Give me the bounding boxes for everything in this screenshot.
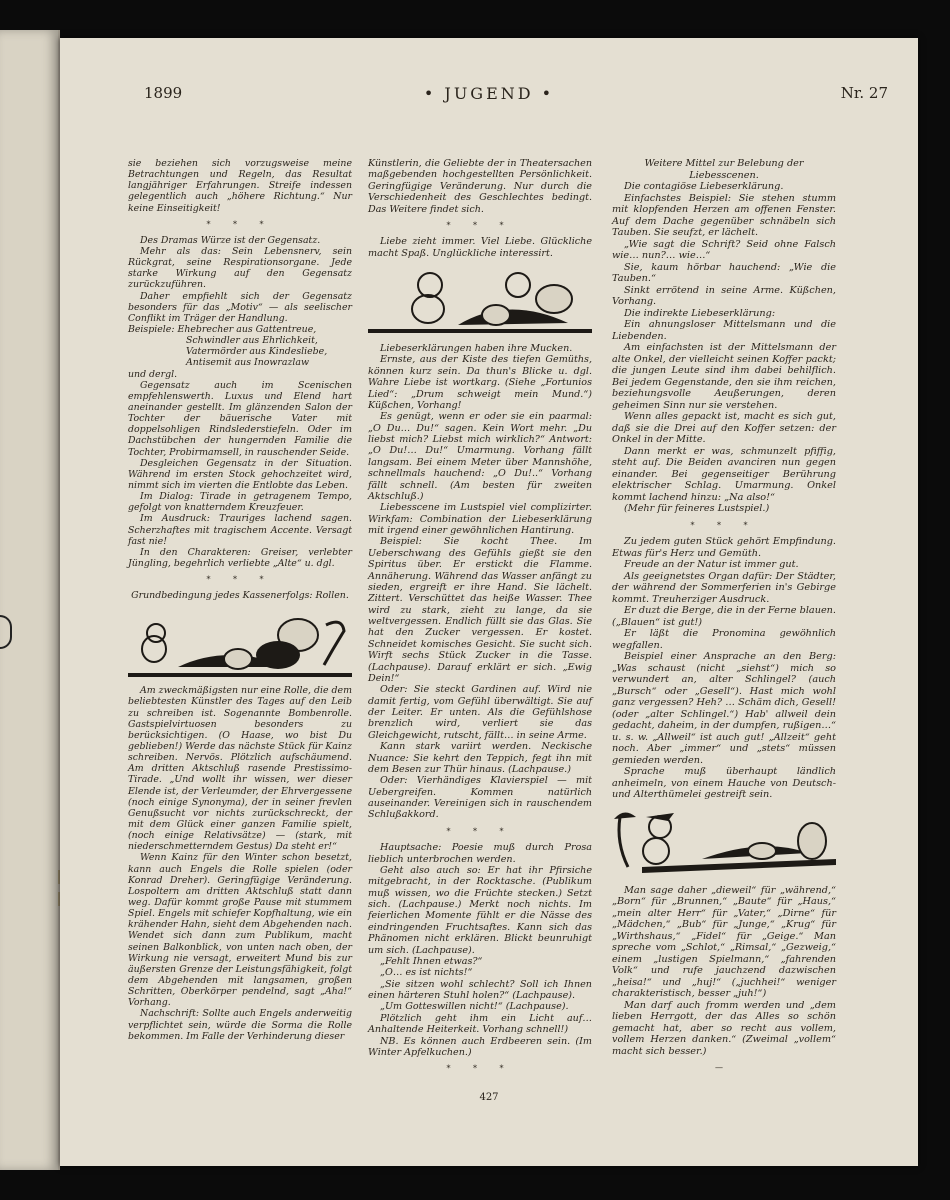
paragraph: „Fehlt Ihnen etwas?“	[380, 955, 483, 967]
paragraph: Des Dramas Würze ist der Gegensatz.	[140, 234, 321, 246]
paragraph: Im Ausdruck: Trauriges lachend sagen. Scherzhaftes mit tragischem Accente. Versagt fast nie!	[128, 513, 352, 547]
illustration-cat-with-fruit	[128, 607, 352, 679]
paragraph: Am zweckmäßigsten nur eine Rolle, die dem beliebtesten Künstler des Tages auf den Leib zu schreiben ist. Sogenannte Bombenrolle. Gastspielvirtuosen besonders zu berücksichtigen. (O Haase, wo bist Du geblieben!) Werde das nächste Stück für Kainz schreiben. Nervös. Plötzlich aufschäumend. Am dritten Aktschluß rasende Prestissimo-Tirade. „Und wollt ihr wissen, wer dieser Elende ist, der Verleumder, der Ehrvergessene (noch einige Synonyma), der in seiner frevlen Genußsucht vor nichts zurückschreckt, der mit dem Glück einer ganzen Familie spielt, (noch einige Relativsätze) — (stark, mit niederschmetterndem Gestus) Da steht er!“	[128, 685, 352, 853]
paragraph: Zu jedem guten Stück gehört Empfindung. Etwas für's Herz und Gemüth.	[612, 536, 836, 559]
separator-stars: * * *	[446, 220, 514, 230]
left-facing-page	[0, 30, 60, 1170]
separator-stars: * * *	[206, 575, 274, 585]
paragraph: Kann stark variirt werden. Neckische Nuance: Sie kehrt den Teppich, fegt ihn mit dem Besen zur Thür hinaus. (Lachpause.)	[368, 741, 592, 775]
paragraph: Liebesscene im Lustspiel viel complizirter. Wirkfam: Combination der Liebeserklärung mit irgend einer gewöhnlichen Hantirung.	[368, 502, 592, 536]
example-line: Vatermörder aus Kindesliebe,	[186, 346, 328, 358]
paragraph: Oder: Vierhändiges Klavierspiel — mit Uebergreifen. Kommen natürlich auseinander. Vereinigen sich in rauschendem Schlußakkord.	[368, 775, 592, 821]
paragraph: Weitere Mittel zur Belebung der Liebesscenen.	[644, 158, 804, 181]
paragraph: Liebeserklärungen haben ihre Mucken.	[380, 343, 573, 354]
paragraph: Daher empfiehlt sich der Gegensatz besonders für das „Motiv“ — als seelischer Conflikt im Träger der Handlung.	[128, 290, 352, 324]
separator-stars: * * *	[206, 219, 274, 229]
left-page-mark	[0, 615, 12, 649]
paragraph: Desgleichen Gegensatz in der Situation. Während im ersten Stock gehochzeitet wird, nimmt sich im vierten die Entlobte das Leben.	[128, 457, 352, 491]
header-issue: Nr. 27	[840, 84, 888, 102]
paragraph: Plötzlich geht ihm ein Licht auf… Anhaltende Heiterkeit. Vorhang schnell!)	[368, 1012, 592, 1036]
separator-stars: * * *	[446, 1064, 514, 1074]
paragraph: „Sie sitzen wohl schlecht? Soll ich Ihnen einen härteren Stuhl holen?“ (Lachpause).	[368, 978, 592, 1001]
paragraph: Hauptsache: Poesie muß durch Prosa lieblich unterbrochen werden.	[368, 842, 592, 865]
column-2	[368, 158, 592, 1080]
illustration-cat-and-cherub	[368, 265, 592, 337]
example-line: und dergl.	[128, 368, 178, 380]
illustration-figure-with-umbrella	[612, 807, 836, 879]
paragraph: Man sage daher „dieweil“ für „während,“ „Born“ für „Brunnen,“ „Baute“ für „Haus,“ „mein alter Herr“ für „Vater,“ „Dirne“ für „Mädchen,“ „Bub“ für „Junge,“ „Krug“ für „Wirthshaus,“ „Fidel“ für „Geige.“ Man spreche vom „Schlot,“ „Rimsal,“ „Gezweig,“ einem „lustigen Spielmann,“ „fahrenden Volk“ und rufe jauchzend dazwischen „heisa!“ und „huj!“ („juchhei!“ weniger charakteristisch, besser „juh!“)	[612, 884, 836, 999]
paragraph: Die contagiöse Liebeserklärung.	[624, 181, 784, 192]
column-1	[128, 158, 352, 1042]
page-header	[60, 84, 918, 114]
paragraph: Ernste, aus der Kiste des tiefen Gemüths, können kurz sein. Da thun's Blicke u. dgl. Wahre Liebe ist wortkarg. (Siehe „Fortunios Lied“: „Drum schweigt mein Mund.“) Küßchen, Vorhang!	[368, 354, 592, 411]
paragraph: Beispiel einer Ansprache an den Berg: „Was schaust (nicht „siehst“) mich so verwundert an, alter Schlingel? (auch „Bursch“ oder „Gesell“). Hast mich wohl ganz vergessen? Heh? … Schäm dich, Gesell! (oder „alter Schlingel.“) Hab' allweil dein gedacht, daheim, in der dumpfen, rußigen…“ u. s. w. „Allweil“ ist auch gut! „Allzeit“ geht noch. Aber „immer“ und „stets“ müssen gemieden werden.	[612, 651, 836, 766]
paragraph: Ein ahnungsloser Mittelsmann und die Liebenden.	[612, 319, 836, 342]
column-3	[612, 158, 836, 1079]
paragraph: Oder: Sie steckt Gardinen auf. Wird nie damit fertig, vom Gefühl überwältigt. Sie auf der Leiter. Er unten. Als die Gefühlshose brenzlich wird, verliert sie das Gleichgewicht, rutscht, fällt… in seine Arme.	[368, 684, 592, 741]
paragraph: „Wie sagt die Schrift? Seid ohne Falsch wie… nun?… wie…“	[612, 238, 836, 261]
separator-stars: * * *	[690, 520, 758, 530]
paragraph: Freude an der Natur ist immer gut.	[624, 559, 799, 570]
paragraph: Sprache muß überhaupt ländlich anheimeln, von einem Hauche von Deutsch- und Alterthümelei gestreift sein.	[612, 766, 836, 800]
paragraph: Einfachstes Beispiel: Sie stehen stumm mit klopfenden Herzen am offenen Fenster. Auf dem Dache gegenüber schnäbeln sich Tauben. Sie seufzt, er lächelt.	[612, 192, 836, 238]
example-line: Beispiele: Ehebrecher aus Gattentreue,	[128, 323, 317, 335]
paragraph: Mehr als das: Sein Lebensnerv, sein Rückgrat, seine Respirationsorgane. Jede starke Wirkung auf den Gegensatz zurückzuführen.	[128, 245, 352, 291]
paragraph: Es genügt, wenn er oder sie ein paarmal: „O Du… Du!“ sagen. Kein Wort mehr. „Du liebst mich? Liebst mich wirklich?“ Antwort: „O Du!… Du!“ Umarmung. Vorhang fällt langsam. Bei einem Meter über Mannshöhe, schnellmals hauchend: „O Du!..“ Vorhang fällt schnell. (Am besten für zweiten Aktschluß.)	[368, 411, 592, 502]
separator-stars: * * *	[446, 826, 514, 836]
paragraph: Er läßt die Pronomina gewöhnlich wegfallen.	[612, 628, 836, 651]
paragraph: Liebe zieht immer. Viel Liebe. Glückliche macht Spaß. Unglückliche interessirt.	[368, 236, 592, 259]
paragraph: Sie, kaum hörbar hauchend: „Wie die Tauben.“	[612, 261, 836, 284]
page-number: 427	[479, 1092, 499, 1103]
paragraph: Gegensatz auch im Scenischen empfehlenswerth. Luxus und Elend hart aneinander gestellt. Im glänzenden Salon der Tochter der bäuerische Vater mit doppelsohligen Rindslederstiefeln. Oder im Dachstübchen der hungernden Familie die Tochter, Probirmamsell, in rauschender Seide.	[128, 379, 352, 458]
paragraph: sie beziehen sich vorzugsweise meine Betrachtungen und Regeln, das Resultat langjähriger Erfahrungen. Streife indessen gelegentlich auch „höhere Richtung.“ Nur keine Einseitigkeit!	[128, 158, 352, 214]
paragraph: (Mehr für feineres Lustspiel.)	[624, 503, 770, 514]
paragraph: Sinkt errötend in seine Arme. Küßchen, Vorhang.	[612, 284, 836, 307]
example-line: Schwindler aus Ehrlichkeit,	[186, 335, 318, 347]
paragraph: Grundbedingung jedes Kassenerfolgs: Rollen.	[131, 590, 349, 602]
paragraph: Dann merkt er was, schmunzelt pfiffig, steht auf. Die Beiden avanciren nun gegen einander. Bei gegenseitiger Berührung elektrischer Schlag. Umarmung. Onkel kommt lachend hinzu: „Na also!“	[612, 445, 836, 503]
paragraph: Als geeignetstes Organ dafür: Der Städter, der während der Sommerferien in's Gebirge kommt. Treuherziger Ausdruck.	[612, 570, 836, 605]
paragraph: Geht also auch so: Er hat ihr Pfirsiche mitgebracht, in der Rocktasche. (Publikum muß wissen, wo die Früchte stecken.) Setzt sich. (Lachpause.) Merkt noch nichts. Im feierlichen Momente fühlt er die Nässe des eindringenden Fruchtsaftes. Kann sich das Phänomen nicht erklären. Blickt beunruhigt um sich. (Lachpause).	[368, 864, 592, 956]
paragraph: Wenn alles gepackt ist, macht es sich gut, daß sie die Drei auf den Koffer setzen: der Onkel in der Mitte.	[612, 411, 836, 445]
paragraph: „O… es ist nichts!“	[380, 967, 473, 979]
paragraph: Nachschrift: Sollte auch Engels anderweitig verpflichtet sein, würde die Sorma die Rolle bekommen. Im Falle der Verhinderung dieser	[128, 1008, 352, 1042]
separator-dash: —	[715, 1063, 733, 1072]
paragraph: Wenn Kainz für den Winter schon besetzt, kann auch Engels die Rolle spielen (oder Konrad Dreher). Geringfügige Veränderung. Lospoltern am dritten Aktschluß statt dann weg. Dafür kommt große Pause mit stummem Spiel. Engels mit schiefer Kopfhaltung, wie ein krähender Hahn, sieht dem Abgehenden nach. Wendet sich dann zum Publikum, macht seinen Balkonblick, von unten nach oben, der Wirkung nie versagt, erweitert Mund bis zur äußersten Grenze der Leistungsfähigkeit, folgt dem Abgehenden mit langsamen, großen Schritten, Oberkörper pendelnd, sagt „Aha!“ Vorhang.	[128, 852, 352, 1009]
header-year: 1899	[144, 84, 183, 102]
paragraph: NB. Es können auch Erdbeeren sein. (Im Winter Apfelkuchen.)	[368, 1035, 592, 1058]
paragraph: Künstlerin, die Geliebte der in Theatersachen maßgebenden hochgestellten Persönlichkeit. Geringfügige Veränderung. Nur durch die Verschiedenheit des Geschlechtes bedingt. Das Weitere findet sich.	[368, 158, 592, 215]
paragraph: Die indirekte Liebeserklärung:	[624, 307, 776, 319]
paragraph: Man darf auch fromm werden und „dem lieben Herrgott, der das Alles so schön gemacht hat, aber so recht aus vollem, vollem Herzen danken.“ (Zweimal „vollem“ macht sich besser.)	[612, 999, 836, 1057]
paragraph: Am einfachsten ist der Mittelsmann der alte Onkel, der vielleicht seinen Koffer packt; die jungen Leute sind ihm dabei behilflich. Bei jedem Gegenstande, den sie ihm reichen, beziehungsvolle Aeußerungen, deren geheimen Sinn nur sie verstehen.	[612, 342, 836, 411]
paragraph: „Um Gotteswillen nicht!“ (Lachpause).	[380, 1001, 569, 1013]
paragraph: Er duzt die Berge, die in der Ferne blauen. („Blauen“ ist gut!)	[612, 605, 836, 628]
example-line: Antisemit aus Inowrazlaw	[186, 357, 310, 369]
paragraph: Im Dialog: Tirade in getragenem Tempo, gefolgt von knatterndem Kreuzfeuer.	[128, 491, 352, 514]
paragraph: Beispiel: Sie kocht Thee. Im Ueberschwang des Gefühls gießt sie den Spiritus über. Er erstickt die Flamme. Annäherung. Während das Wasser anfängt zu sieden, ergreift er ihre Hand. Sie lächelt. Zittert. Verschüttet das heiße Wasser. Thee wird zu stark, zieht zu lange, da sie weltvergessen. Endlich füllt sie das Glas. Sie hat den Zucker vergessen. Er kostet. Schneidet komisches Gesicht. Sie sucht sich. Wirft sechs Stück Zucker in die Tasse. (Lachpause). Darauf erklärt er sich. „Ewig Dein!“	[368, 536, 592, 684]
header-title: • JUGEND •	[423, 84, 555, 103]
paragraph: In den Charakteren: Greiser, verlebter Jüngling, begehrlich verliebte „Alte“ u. dgl.	[128, 546, 352, 569]
